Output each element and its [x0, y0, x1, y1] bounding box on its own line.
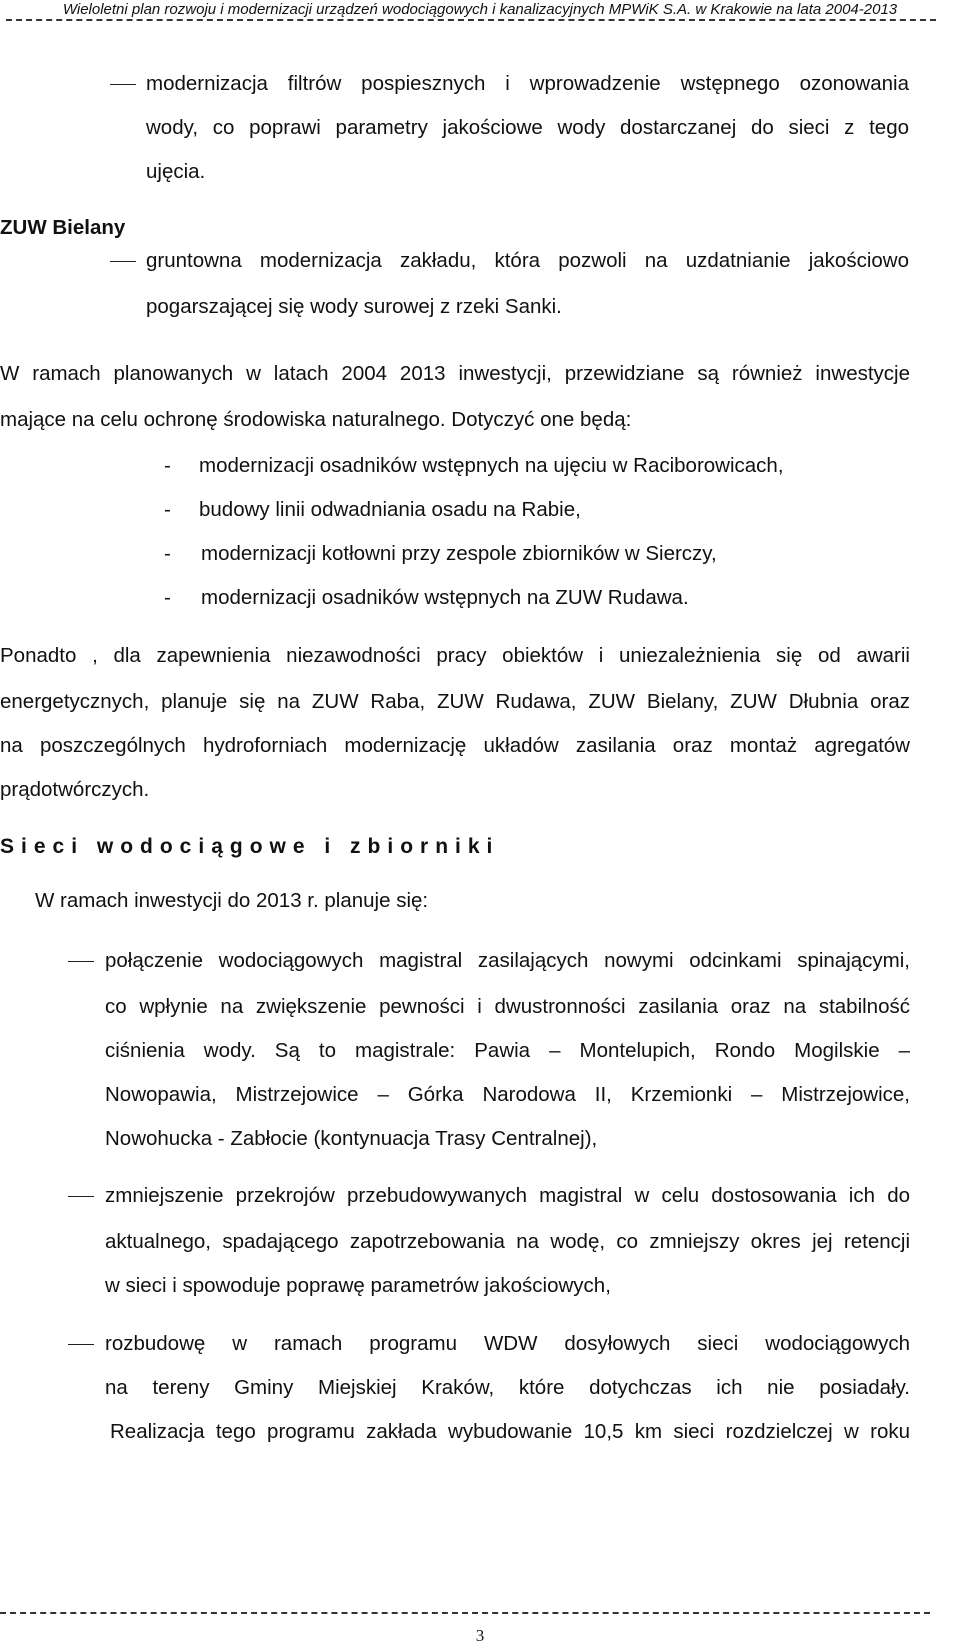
item3-line1: połączenie wodociągowych magistral zasilających nowymi odcinkami spinającymi,	[105, 949, 910, 972]
dash-bullet	[68, 1196, 94, 1197]
header-title: Wieloletni plan rozwoju i modernizacji urządzeń wodociągowych i kanalizacyjnych MPWiK S.A. w Krakowie na lata 2004-2013	[62, 1, 898, 18]
hyphen-bullet: -	[164, 542, 171, 565]
dash-bullet	[110, 261, 136, 262]
item4-line3: w sieci i spowoduje poprawę parametrów jakościowych,	[105, 1274, 611, 1297]
para2-line4: prądotwórczych.	[0, 778, 150, 801]
item1-line1: modernizacja filtrów pospiesznych i wprowadzenie wstępnego ozonowania	[146, 72, 909, 95]
item4-line2: aktualnego, spadającego zapotrzebowania na wodę, co zmniejszy okres jej retencji	[105, 1230, 910, 1253]
hyphen-bullet: -	[164, 586, 171, 609]
item3-line4: Nowopawia, Mistrzejowice – Górka Narodowa II, Krzemionki – Mistrzejowice,	[105, 1083, 910, 1106]
item5-line2: na tereny Gminy Miejskiej Kraków, które dotychczas ich nie posiadały.	[105, 1376, 910, 1399]
item5-line1: rozbudowę w ramach programu WDW dosyłowych sieci wodociągowych	[105, 1332, 910, 1355]
item4-line1: zmniejszenie przekrojów przebudowywanych magistral w celu dostosowania ich do	[105, 1184, 910, 1207]
item1-line2: wody, co poprawi parametry jakościowe wody dostarczanej do sieci z tego	[146, 116, 909, 139]
para2-line1: Ponadto , dla zapewnienia niezawodności pracy obiektów i uniezależnienia się od awarii	[0, 644, 910, 667]
section-intro: W ramach inwestycji do 2013 r. planuje się:	[35, 889, 429, 912]
para2-line3: na poszczególnych hydroforniach modernizację układów zasilania oraz montaż agregatów	[0, 734, 910, 757]
hyphen-bullet: -	[164, 454, 171, 477]
list-item: modernizacji osadników wstępnych na ujęciu w Raciborowicach,	[199, 454, 784, 477]
item3-line5: Nowohucka - Zabłocie (kontynuacja Trasy Centralnej),	[105, 1127, 598, 1150]
item1-line3: ujęcia.	[146, 160, 206, 183]
dash-bullet	[68, 961, 94, 962]
list-item: modernizacji osadników wstępnych na ZUW Rudawa.	[201, 586, 689, 609]
item3-line2: co wpłynie na zwiększenie pewności i dwustronności zasilania oraz na stabilność	[105, 995, 910, 1018]
item3-line3: ciśnienia wody. Są to magistrale: Pawia – Montelupich, Rondo Mogilskie –	[105, 1039, 910, 1062]
footer-rule	[0, 1612, 930, 1614]
item5-line3: Realizacja tego programu zakłada wybudowanie 10,5 km sieci rozdzielczej w roku	[110, 1420, 910, 1443]
section-heading: Sieci wodociągowe i zbiorniki	[0, 835, 500, 858]
list-item: budowy linii odwadniania osadu na Rabie,	[199, 498, 581, 521]
item2-line1: gruntowna modernizacja zakładu, która pozwoli na uzdatnianie jakościowo	[146, 249, 909, 272]
para1-line2: mające na celu ochronę środowiska naturalnego. Dotyczyć one będą:	[0, 408, 632, 431]
para2-line2: energetycznych, planuje się na ZUW Raba, ZUW Rudawa, ZUW Bielany, ZUW Dłubnia oraz	[0, 690, 910, 713]
bielany-heading: ZUW Bielany	[0, 216, 126, 239]
hyphen-bullet: -	[164, 498, 171, 521]
page-number: 3	[475, 1626, 485, 1645]
item2-line2: pogarszającej się wody surowej z rzeki Sanki.	[146, 295, 562, 318]
dash-bullet	[110, 84, 136, 85]
para1-line1: W ramach planowanych w latach 2004 2013 inwestycji, przewidziane są również inwestycje	[0, 362, 910, 385]
list-item: modernizacji kotłowni przy zespole zbiorników w Sierczy,	[201, 542, 717, 565]
dash-bullet	[68, 1344, 94, 1345]
